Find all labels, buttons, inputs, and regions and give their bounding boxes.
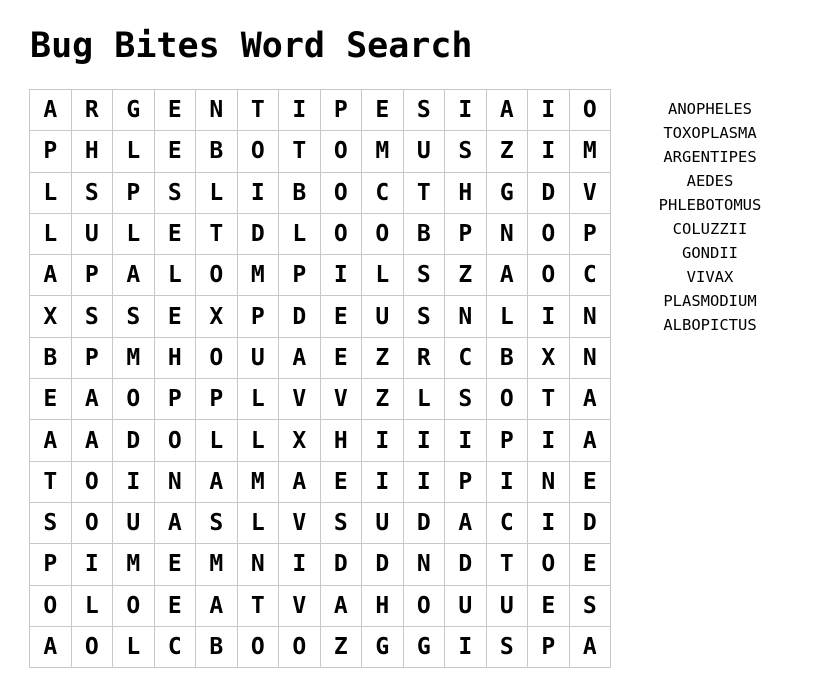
grid-cell[interactable]: M <box>113 338 155 379</box>
grid-cell[interactable]: U <box>362 296 404 337</box>
grid-cell[interactable]: L <box>362 255 404 296</box>
grid-cell[interactable]: A <box>30 420 72 461</box>
grid-cell[interactable]: L <box>113 131 155 172</box>
grid-cell[interactable]: P <box>487 420 529 461</box>
grid-cell[interactable]: L <box>487 296 529 337</box>
grid-cell[interactable]: X <box>196 296 238 337</box>
grid-cell[interactable]: I <box>321 255 363 296</box>
grid-cell[interactable]: M <box>196 544 238 585</box>
grid-cell[interactable]: V <box>279 586 321 627</box>
word-list <box>640 97 780 337</box>
grid-cell[interactable]: S <box>321 503 363 544</box>
grid-cell[interactable]: S <box>404 255 446 296</box>
grid-cell[interactable]: H <box>155 338 197 379</box>
grid-cell[interactable]: V <box>279 379 321 420</box>
grid-cell[interactable]: E <box>155 296 197 337</box>
grid-cell[interactable]: L <box>155 255 197 296</box>
grid-cell[interactable]: O <box>528 544 570 585</box>
grid-cell[interactable]: S <box>72 296 114 337</box>
word-list-item: PLASMODIUM <box>663 292 757 310</box>
grid-cell[interactable]: N <box>528 462 570 503</box>
grid-cell[interactable]: X <box>279 420 321 461</box>
grid-cell[interactable]: C <box>487 503 529 544</box>
grid-cell[interactable]: O <box>238 627 280 668</box>
word-list-item: PHLEBOTOMUS <box>658 196 762 214</box>
grid-cell[interactable]: R <box>72 90 114 131</box>
grid-cell[interactable]: O <box>321 173 363 214</box>
grid-cell[interactable]: S <box>404 90 446 131</box>
grid-cell[interactable]: A <box>196 462 238 503</box>
grid-cell[interactable]: M <box>362 131 404 172</box>
grid-cell[interactable]: I <box>445 90 487 131</box>
grid-cell[interactable]: G <box>404 627 446 668</box>
grid-cell[interactable]: V <box>279 503 321 544</box>
word-list-item: ANOPHELES <box>668 100 752 118</box>
grid-cell[interactable]: A <box>30 255 72 296</box>
grid-cell[interactable]: A <box>72 420 114 461</box>
grid-cell[interactable]: E <box>155 544 197 585</box>
grid-cell[interactable]: I <box>238 173 280 214</box>
grid-cell[interactable]: O <box>321 131 363 172</box>
grid-cell[interactable]: I <box>113 462 155 503</box>
grid-cell[interactable]: O <box>30 586 72 627</box>
grid-cell[interactable]: A <box>72 379 114 420</box>
grid-cell[interactable]: D <box>445 544 487 585</box>
grid-cell[interactable]: N <box>238 544 280 585</box>
grid-cell[interactable]: B <box>196 627 238 668</box>
grid-cell[interactable]: A <box>570 627 612 668</box>
grid-cell[interactable]: V <box>321 379 363 420</box>
grid-cell[interactable]: I <box>445 420 487 461</box>
grid-cell[interactable]: P <box>528 627 570 668</box>
grid-cell[interactable]: H <box>321 420 363 461</box>
grid-cell[interactable]: I <box>445 627 487 668</box>
grid-cell[interactable]: H <box>72 131 114 172</box>
grid-cell[interactable]: C <box>570 255 612 296</box>
grid-cell[interactable]: P <box>72 255 114 296</box>
grid-cell[interactable]: L <box>113 627 155 668</box>
grid-cell[interactable]: M <box>238 255 280 296</box>
grid-cell[interactable]: T <box>238 586 280 627</box>
grid-cell[interactable]: O <box>238 131 280 172</box>
grid-cell[interactable]: L <box>238 379 280 420</box>
grid-cell[interactable]: L <box>196 173 238 214</box>
word-list-item: ARGENTIPES <box>663 148 757 166</box>
grid-cell[interactable]: N <box>404 544 446 585</box>
grid-cell[interactable]: T <box>238 90 280 131</box>
grid-cell[interactable]: A <box>279 338 321 379</box>
grid-cell[interactable]: E <box>321 338 363 379</box>
grid-cell[interactable]: D <box>113 420 155 461</box>
grid-cell[interactable]: M <box>238 462 280 503</box>
grid-cell[interactable]: I <box>279 90 321 131</box>
grid-cell[interactable]: O <box>155 420 197 461</box>
grid-cell[interactable]: V <box>570 173 612 214</box>
grid-cell[interactable]: U <box>72 214 114 255</box>
grid-cell[interactable]: P <box>279 255 321 296</box>
grid-cell[interactable]: S <box>196 503 238 544</box>
word-list-item: VIVAX <box>686 268 734 286</box>
grid-cell[interactable]: L <box>113 214 155 255</box>
grid-cell[interactable]: P <box>30 544 72 585</box>
grid-cell[interactable]: T <box>279 131 321 172</box>
grid-cell[interactable]: X <box>528 338 570 379</box>
grid-cell[interactable]: I <box>528 296 570 337</box>
grid-cell[interactable]: U <box>113 503 155 544</box>
grid-cell[interactable]: L <box>30 173 72 214</box>
grid-cell[interactable]: E <box>155 131 197 172</box>
grid-cell[interactable]: P <box>238 296 280 337</box>
grid-cell[interactable]: E <box>155 586 197 627</box>
grid-cell[interactable]: I <box>528 420 570 461</box>
grid-cell[interactable]: O <box>72 462 114 503</box>
grid-cell[interactable]: E <box>30 379 72 420</box>
grid-cell[interactable]: N <box>570 296 612 337</box>
grid-cell[interactable]: A <box>196 586 238 627</box>
grid-cell[interactable]: H <box>362 586 404 627</box>
word-list-item: AEDES <box>686 172 734 190</box>
grid-cell[interactable]: S <box>72 173 114 214</box>
grid-cell[interactable]: D <box>362 544 404 585</box>
grid-cell[interactable]: A <box>113 255 155 296</box>
grid-cell[interactable]: R <box>404 338 446 379</box>
grid-cell[interactable]: A <box>487 90 529 131</box>
grid-cell[interactable]: N <box>155 462 197 503</box>
grid-cell[interactable]: O <box>196 255 238 296</box>
grid-cell[interactable]: N <box>445 296 487 337</box>
grid-cell[interactable]: L <box>404 379 446 420</box>
grid-cell[interactable]: C <box>155 627 197 668</box>
grid-cell[interactable]: X <box>30 296 72 337</box>
puzzle-title: Bug Bites Word Search <box>30 26 473 66</box>
grid-cell[interactable]: A <box>155 503 197 544</box>
grid-cell[interactable]: M <box>113 544 155 585</box>
word-list-item: TOXOPLASMA <box>663 124 757 142</box>
grid-cell[interactable]: I <box>72 544 114 585</box>
grid-cell[interactable]: E <box>155 214 197 255</box>
grid-cell[interactable]: G <box>113 90 155 131</box>
grid-cell[interactable]: I <box>487 462 529 503</box>
grid-cell[interactable]: O <box>113 586 155 627</box>
grid-cell[interactable]: Z <box>487 131 529 172</box>
grid-cell[interactable]: I <box>404 462 446 503</box>
grid-cell[interactable]: Z <box>321 627 363 668</box>
grid-cell[interactable]: U <box>362 503 404 544</box>
grid-cell[interactable]: U <box>487 586 529 627</box>
grid-cell[interactable]: E <box>570 462 612 503</box>
grid-cell[interactable]: O <box>570 90 612 131</box>
grid-cell[interactable]: E <box>155 90 197 131</box>
grid-cell[interactable]: S <box>404 296 446 337</box>
grid-cell[interactable]: Z <box>362 379 404 420</box>
grid-cell[interactable]: O <box>528 255 570 296</box>
grid-cell[interactable]: I <box>362 420 404 461</box>
grid-cell[interactable]: D <box>570 503 612 544</box>
grid-cell[interactable]: L <box>279 214 321 255</box>
grid-cell[interactable]: T <box>528 379 570 420</box>
grid-cell[interactable]: U <box>445 586 487 627</box>
grid-cell[interactable]: L <box>238 503 280 544</box>
grid-cell[interactable]: S <box>30 503 72 544</box>
grid-cell[interactable]: S <box>155 173 197 214</box>
grid-cell[interactable]: A <box>570 420 612 461</box>
grid-cell[interactable]: P <box>30 131 72 172</box>
word-list-item: COLUZZII <box>672 220 748 238</box>
grid-cell[interactable]: P <box>113 173 155 214</box>
grid-cell[interactable]: D <box>528 173 570 214</box>
grid-cell[interactable]: M <box>570 131 612 172</box>
grid-cell[interactable]: I <box>528 90 570 131</box>
grid-cell[interactable]: L <box>196 420 238 461</box>
grid-cell[interactable]: A <box>445 503 487 544</box>
grid-cell[interactable]: E <box>570 544 612 585</box>
grid-cell[interactable]: T <box>404 173 446 214</box>
grid-cell[interactable]: U <box>238 338 280 379</box>
grid-cell[interactable]: C <box>445 338 487 379</box>
grid-cell[interactable]: B <box>196 131 238 172</box>
grid-cell[interactable]: A <box>570 379 612 420</box>
grid-cell[interactable]: U <box>404 131 446 172</box>
grid-cell[interactable]: T <box>487 544 529 585</box>
grid-cell[interactable]: O <box>487 379 529 420</box>
grid-cell[interactable]: G <box>362 627 404 668</box>
grid-cell[interactable]: O <box>404 586 446 627</box>
grid-cell[interactable]: T <box>196 214 238 255</box>
grid-cell[interactable]: L <box>30 214 72 255</box>
grid-cell[interactable]: A <box>279 462 321 503</box>
grid-cell[interactable]: I <box>528 131 570 172</box>
grid-cell[interactable]: P <box>196 379 238 420</box>
grid-cell[interactable]: O <box>72 503 114 544</box>
grid-cell[interactable]: S <box>445 131 487 172</box>
grid-cell[interactable]: G <box>487 173 529 214</box>
grid-cell[interactable]: B <box>30 338 72 379</box>
grid-cell[interactable]: D <box>404 503 446 544</box>
grid-cell[interactable]: O <box>279 627 321 668</box>
grid-cell[interactable]: A <box>30 627 72 668</box>
word-list-item: ALBOPICTUS <box>663 316 757 334</box>
grid-cell[interactable]: S <box>445 379 487 420</box>
grid-cell[interactable]: O <box>362 214 404 255</box>
grid-cell[interactable]: C <box>362 173 404 214</box>
grid-cell[interactable]: E <box>528 586 570 627</box>
grid-cell[interactable]: Z <box>445 255 487 296</box>
grid-cell[interactable]: O <box>196 338 238 379</box>
grid-cell[interactable]: P <box>445 214 487 255</box>
letter-grid[interactable] <box>29 89 611 668</box>
grid-cell[interactable]: Z <box>362 338 404 379</box>
grid-cell[interactable]: E <box>321 296 363 337</box>
grid-cell[interactable]: D <box>321 544 363 585</box>
grid-cell[interactable]: A <box>321 586 363 627</box>
grid-cell[interactable]: L <box>238 420 280 461</box>
grid-cell[interactable]: I <box>279 544 321 585</box>
grid-cell[interactable]: O <box>321 214 363 255</box>
grid-cell[interactable]: S <box>487 627 529 668</box>
grid-cell[interactable]: P <box>321 90 363 131</box>
grid-cell[interactable]: D <box>279 296 321 337</box>
grid-cell[interactable]: P <box>72 338 114 379</box>
grid-cell[interactable]: E <box>362 90 404 131</box>
grid-cell[interactable]: I <box>362 462 404 503</box>
grid-cell[interactable]: P <box>570 214 612 255</box>
grid-cell[interactable]: I <box>404 420 446 461</box>
grid-cell[interactable]: S <box>570 586 612 627</box>
grid-cell[interactable]: B <box>404 214 446 255</box>
grid-cell[interactable]: L <box>72 586 114 627</box>
grid-cell[interactable]: N <box>196 90 238 131</box>
grid-cell[interactable]: B <box>487 338 529 379</box>
grid-cell[interactable]: H <box>445 173 487 214</box>
grid-cell[interactable]: O <box>72 627 114 668</box>
grid-cell[interactable]: N <box>487 214 529 255</box>
grid-cell[interactable]: O <box>113 379 155 420</box>
grid-cell[interactable]: P <box>445 462 487 503</box>
grid-cell[interactable]: E <box>321 462 363 503</box>
grid-cell[interactable]: N <box>570 338 612 379</box>
word-list-item: GONDII <box>682 244 738 262</box>
grid-cell[interactable]: A <box>30 90 72 131</box>
grid-cell[interactable]: I <box>528 503 570 544</box>
grid-cell[interactable]: B <box>279 173 321 214</box>
grid-cell[interactable]: S <box>113 296 155 337</box>
grid-cell[interactable]: T <box>30 462 72 503</box>
grid-cell[interactable]: P <box>155 379 197 420</box>
grid-cell[interactable]: A <box>487 255 529 296</box>
grid-cell[interactable]: D <box>238 214 280 255</box>
grid-cell[interactable]: O <box>528 214 570 255</box>
